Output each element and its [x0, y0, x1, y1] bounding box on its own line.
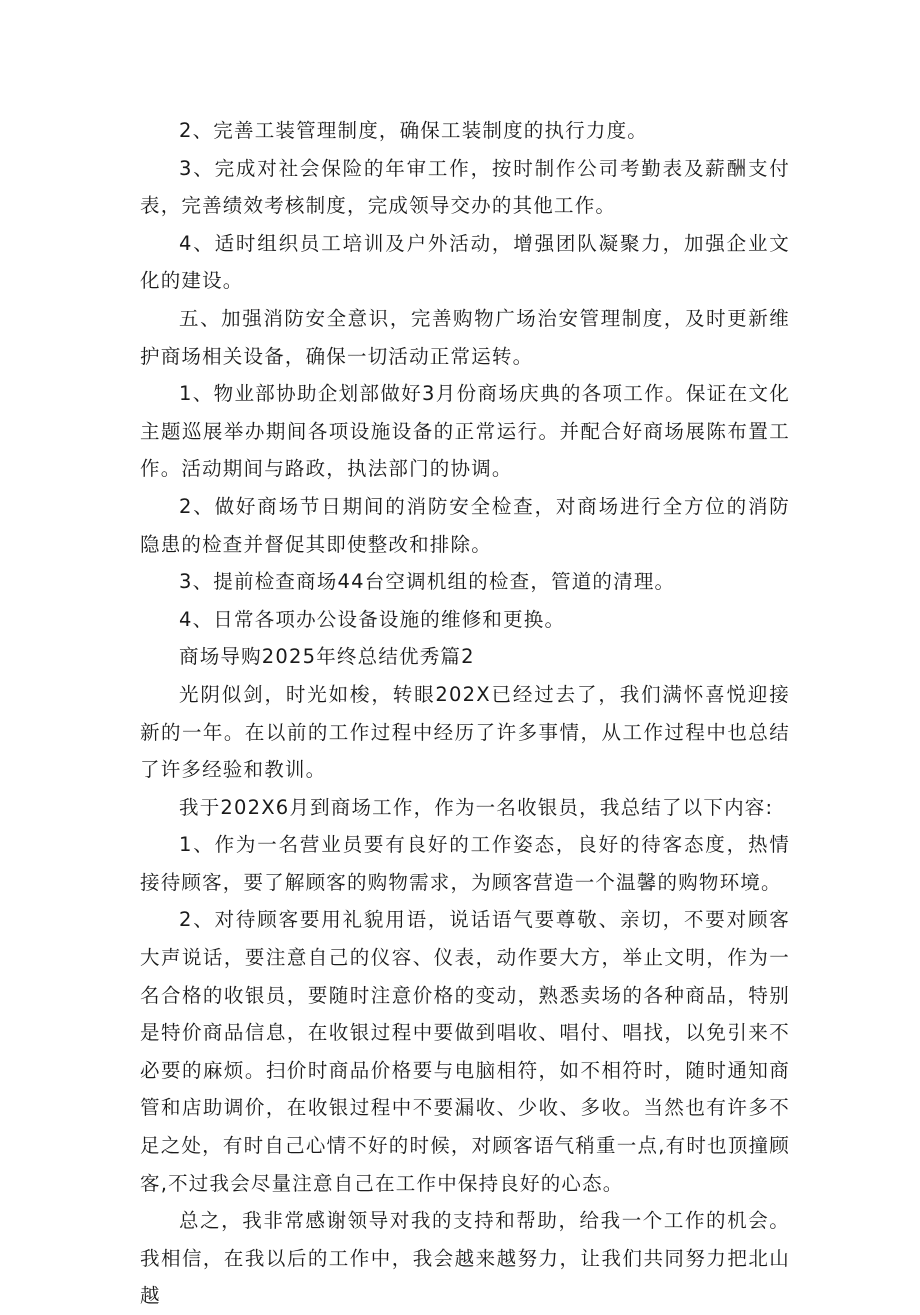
paragraph: 4、适时组织员工培训及户外活动，增强团队凝聚力，加强企业文化的建设。	[140, 231, 790, 293]
paragraph: 4、日常各项办公设备设施的维修和更换。	[179, 607, 566, 631]
paragraph: 3、完成对社会保险的年审工作，按时制作公司考勤表及薪酬支付表，完善绩效考核制度，完成领导交办的其他工作。	[140, 156, 790, 218]
paragraph: 五、加强消防安全意识，完善购物广场治安管理制度，及时更新维护商场相关设备，确保一切活动正常运转。	[140, 306, 790, 368]
document-body	[140, 112, 790, 1315]
paragraph: 2、对待顾客要用礼貌用语，说话语气要尊敬、亲切，不要对顾客大声说话，要注意自己的仪容、仪表，动作要大方，举止文明，作为一名合格的收银员，要随时注意价格的变动，熟悉卖场的各种商品，特别是特价商品信息，在收银过程中要做到唱收、唱付、唱找，以免引来不必要的麻烦。扫价时商品价格要与电脑相符，如不相符时，随时通知商管和店助调价，在收银过程中不要漏收、少收、多收。当然也有许多不足之处，有时自己心情不好的时候，对顾客语气稍重一点,有时也顶撞顾客,不过我会尽量注意自己在工作中保持良好的心态。	[140, 908, 790, 1195]
paragraph: 2、完善工装管理制度，确保工装制度的执行力度。	[179, 119, 649, 142]
section-heading: 商场导购2025年终总结优秀篇2	[179, 645, 475, 669]
paragraph: 光阴似剑，时光如梭，转眼202X已经过去了，我们满怀喜悦迎接新的一年。在以前的工作过程中经历了许多事情，从工作过程中也总结了许多经验和教训。	[140, 682, 790, 782]
paragraph: 2、做好商场节日期间的消防安全检查，对商场进行全方位的消防隐患的检查并督促其即使整改和排除。	[140, 494, 790, 556]
paragraph: 总之，我非常感谢领导对我的支持和帮助，给我一个工作的机会。我相信，在我以后的工作中，我会越来越努力，让我们共同努力把北山越	[140, 1209, 790, 1308]
paragraph: 3、提前检查商场44台空调机组的检查，管道的清理。	[179, 570, 676, 594]
paragraph: 我于202X6月到商场工作，作为一名收银员，我总结了以下内容:	[179, 795, 774, 819]
paragraph: 1、作为一名营业员要有良好的工作姿态，良好的待客态度，热情接待顾客，要了解顾客的购物需求，为顾客营造一个温馨的购物环境。	[140, 833, 790, 894]
paragraph: 1、物业部协助企划部做好3月份商场庆典的各项工作。保证在文化主题巡展举办期间各项设施设备的正常运行。并配合好商场展陈布置工作。活动期间与路政，执法部门的协调。	[140, 382, 790, 481]
